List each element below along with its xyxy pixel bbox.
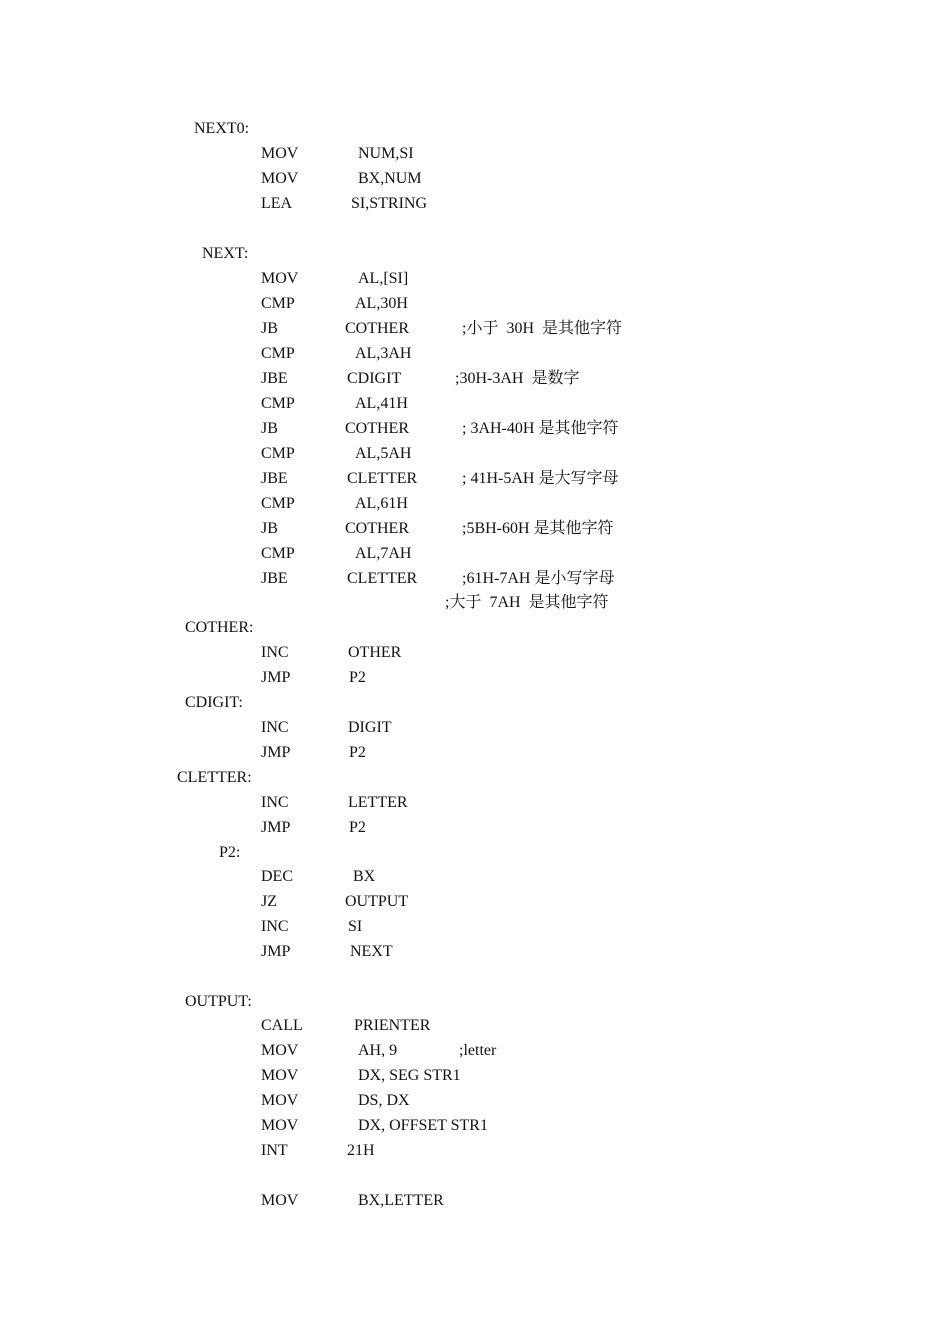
code-line (0, 1038, 950, 1063)
code-line (0, 141, 950, 166)
code-label: P2: (219, 844, 241, 861)
code-line (0, 1088, 950, 1113)
code-arg: 21H (347, 1142, 375, 1159)
code-op: JB (261, 520, 278, 537)
code-op: CMP (261, 345, 295, 362)
code-op: JB (261, 420, 278, 437)
code-op: MOV (261, 170, 299, 187)
code-comment: ; 41H-5AH 是大写字母 (462, 470, 619, 487)
code-label: CLETTER: (177, 769, 252, 786)
code-op: INC (261, 918, 289, 935)
code-label: NEXT: (202, 245, 249, 262)
code-arg: AL,61H (355, 495, 408, 512)
code-op: JBE (261, 370, 288, 387)
code-line (0, 690, 950, 715)
code-arg: P2 (349, 819, 366, 836)
code-op: CMP (261, 445, 295, 462)
code-arg: AL,30H (355, 295, 408, 312)
code-op: JZ (261, 893, 277, 910)
code-arg: CLETTER (347, 570, 418, 587)
code-op: INC (261, 719, 289, 736)
code-op: LEA (261, 195, 293, 212)
code-arg: CLETTER (347, 470, 418, 487)
code-line (0, 166, 950, 191)
code-line (0, 815, 950, 840)
code-arg: P2 (349, 669, 366, 686)
code-line (0, 914, 950, 939)
code-line (0, 1138, 950, 1163)
code-op: JBE (261, 470, 288, 487)
code-line (0, 1063, 950, 1088)
code-line (0, 615, 950, 640)
code-op: MOV (261, 270, 299, 287)
code-arg: NEXT (350, 943, 393, 960)
code-arg: NUM,SI (358, 145, 414, 162)
code-line (0, 1013, 950, 1038)
code-arg: DIGIT (348, 719, 392, 736)
code-op: MOV (261, 145, 299, 162)
code-arg: COTHER (345, 320, 409, 337)
code-line (0, 466, 950, 491)
code-line (0, 116, 950, 141)
code-line (0, 341, 950, 366)
code-comment: ;5BH-60H 是其他字符 (462, 520, 614, 537)
code-arg: BX,NUM (358, 170, 422, 187)
code-line (0, 566, 950, 591)
code-label: OUTPUT: (185, 993, 252, 1010)
code-line (0, 191, 950, 216)
code-line (0, 516, 950, 541)
code-arg: P2 (349, 744, 366, 761)
code-line (0, 491, 950, 516)
code-arg: DS, DX (358, 1092, 410, 1109)
code-line (0, 590, 950, 615)
code-op: MOV (261, 1067, 299, 1084)
code-op: CMP (261, 395, 295, 412)
code-line (0, 541, 950, 566)
code-arg: CDIGIT (347, 370, 402, 387)
code-arg: AL,41H (355, 395, 408, 412)
code-line (0, 416, 950, 441)
code-line (0, 889, 950, 914)
code-arg: AH, 9 (358, 1042, 398, 1059)
code-arg: SI,STRING (351, 195, 428, 212)
code-line (0, 840, 950, 865)
code-arg: AL,5AH (355, 445, 412, 462)
code-label: CDIGIT: (185, 694, 243, 711)
code-arg: BX,LETTER (358, 1192, 444, 1209)
code-op: CMP (261, 545, 295, 562)
code-arg: AL,[SI] (358, 270, 409, 287)
code-comment: ;小于 30H 是其他字符 (462, 320, 623, 337)
code-line (0, 441, 950, 466)
code-op: MOV (261, 1042, 299, 1059)
code-line (0, 1188, 950, 1213)
code-op: CMP (261, 495, 295, 512)
code-label: NEXT0: (194, 120, 250, 137)
code-arg: OTHER (348, 644, 402, 661)
code-line (0, 740, 950, 765)
code-comment: ;61H-7AH 是小写字母 (462, 570, 615, 587)
code-arg: SI (348, 918, 363, 935)
code-op: MOV (261, 1192, 299, 1209)
code-line (0, 989, 950, 1014)
code-op: INT (261, 1142, 288, 1159)
code-line (0, 266, 950, 291)
code-line (0, 765, 950, 790)
code-line (0, 715, 950, 740)
code-arg: BX (353, 868, 376, 885)
code-op: JMP (261, 943, 291, 960)
code-line (0, 640, 950, 665)
code-line (0, 665, 950, 690)
code-line (0, 391, 950, 416)
code-op: JMP (261, 669, 291, 686)
code-arg: AL,3AH (355, 345, 412, 362)
code-arg: DX, SEG STR1 (358, 1067, 461, 1084)
code-comment: ; 3AH-40H 是其他字符 (462, 420, 619, 437)
code-op: JB (261, 320, 278, 337)
code-op: JMP (261, 744, 291, 761)
code-line (0, 939, 950, 964)
code-arg: COTHER (345, 420, 409, 437)
code-comment: ;30H-3AH 是数字 (455, 370, 580, 387)
code-op: JBE (261, 570, 288, 587)
code-op: MOV (261, 1117, 299, 1134)
code-op: INC (261, 644, 289, 661)
code-label: COTHER: (185, 619, 254, 636)
code-arg: COTHER (345, 520, 409, 537)
code-arg: AL,7AH (355, 545, 412, 562)
code-line (0, 1113, 950, 1138)
code-line (0, 366, 950, 391)
code-comment: ;letter (459, 1042, 497, 1059)
code-op: CALL (261, 1017, 303, 1034)
code-op: DEC (261, 868, 293, 885)
code-line (0, 316, 950, 341)
code-op: CMP (261, 295, 295, 312)
code-arg: PRIENTER (354, 1017, 431, 1034)
code-comment: ;大于 7AH 是其他字符 (445, 594, 609, 611)
code-arg: LETTER (348, 794, 408, 811)
code-arg: DX, OFFSET STR1 (358, 1117, 488, 1134)
code-line (0, 291, 950, 316)
code-line (0, 864, 950, 889)
code-op: INC (261, 794, 289, 811)
code-line (0, 790, 950, 815)
code-op: MOV (261, 1092, 299, 1109)
code-op: JMP (261, 819, 291, 836)
code-arg: OUTPUT (345, 893, 409, 910)
code-line (0, 241, 950, 266)
